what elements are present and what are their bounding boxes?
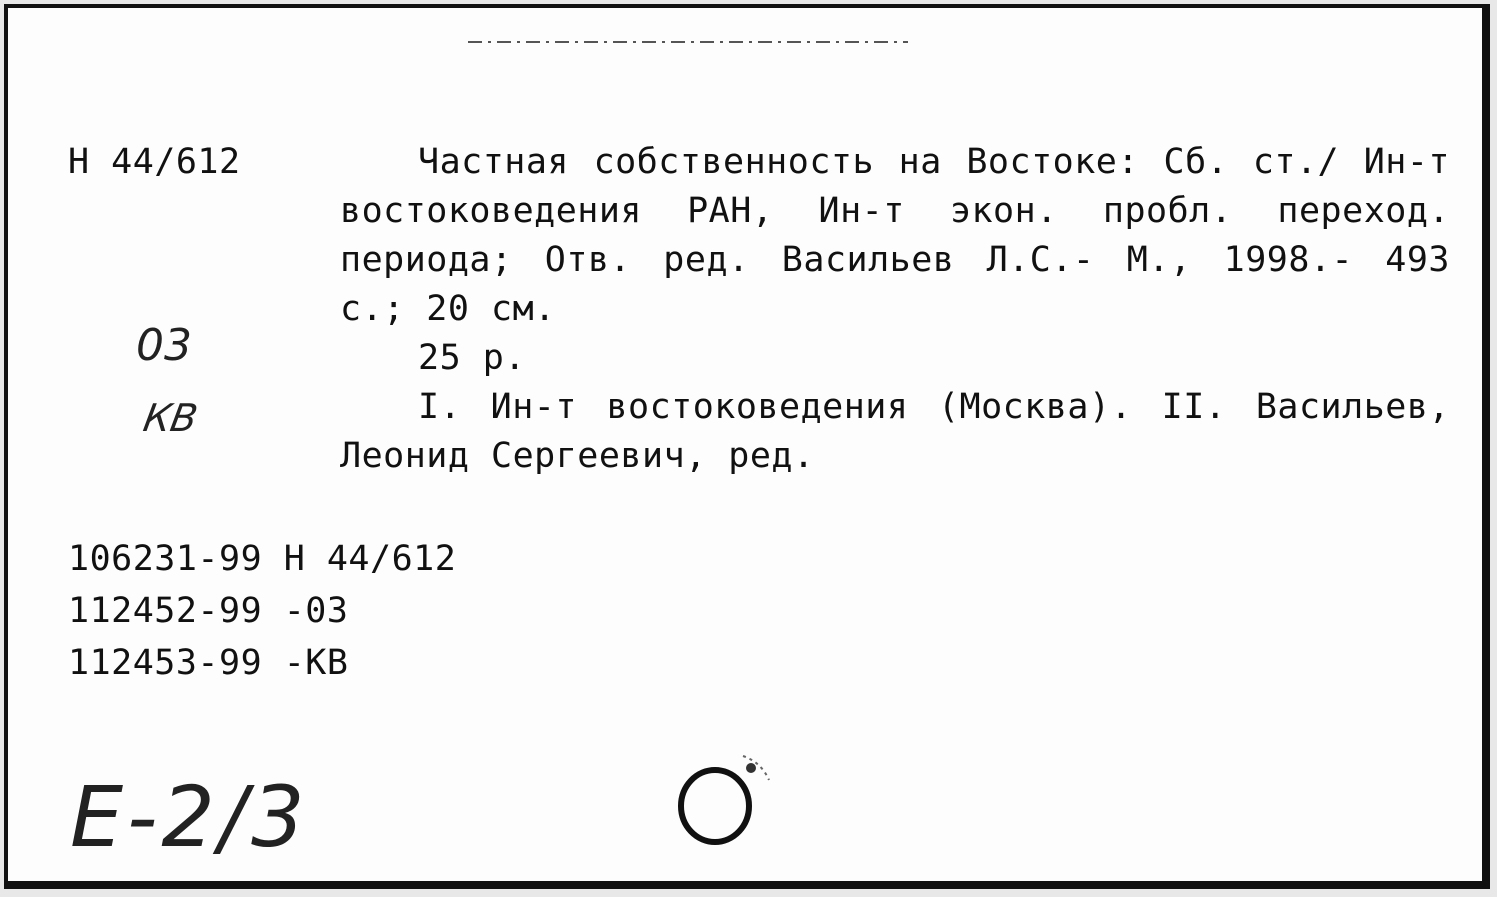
title-statement: Частная собственность на Востоке: Сб. ст./ Ин-т востоковедения РАН, Ин-т экон. пробл. переход. периода; Отв. ред. Васильев Л.С.- М., 1998.- 493 с.; 20 см. xyxy=(340,142,1450,329)
shelf-mark: Н 44/612 xyxy=(68,142,241,182)
inventory-row: 112453-99 -КВ xyxy=(68,643,349,683)
added-entries: I. Ин-т востоковедения (Москва). II. Васильев, Леонид Сергеевич, ред. xyxy=(340,387,1450,476)
filing-hole-icon xyxy=(673,728,793,858)
bibliographic-description xyxy=(340,138,1450,481)
scan-artifact-line xyxy=(468,36,928,48)
inventory-row: 106231-99 Н 44/612 xyxy=(68,539,457,579)
handwritten-location-code: Е-2/3 xyxy=(70,768,309,866)
handwritten-code-03: 03 xyxy=(136,320,192,371)
handwritten-code-kb: КВ xyxy=(140,396,201,440)
inventory-row: 112452-99 -03 xyxy=(68,591,349,631)
price: 25 р. xyxy=(418,338,526,378)
inventory-numbers xyxy=(68,533,456,689)
catalog-card xyxy=(4,4,1490,889)
